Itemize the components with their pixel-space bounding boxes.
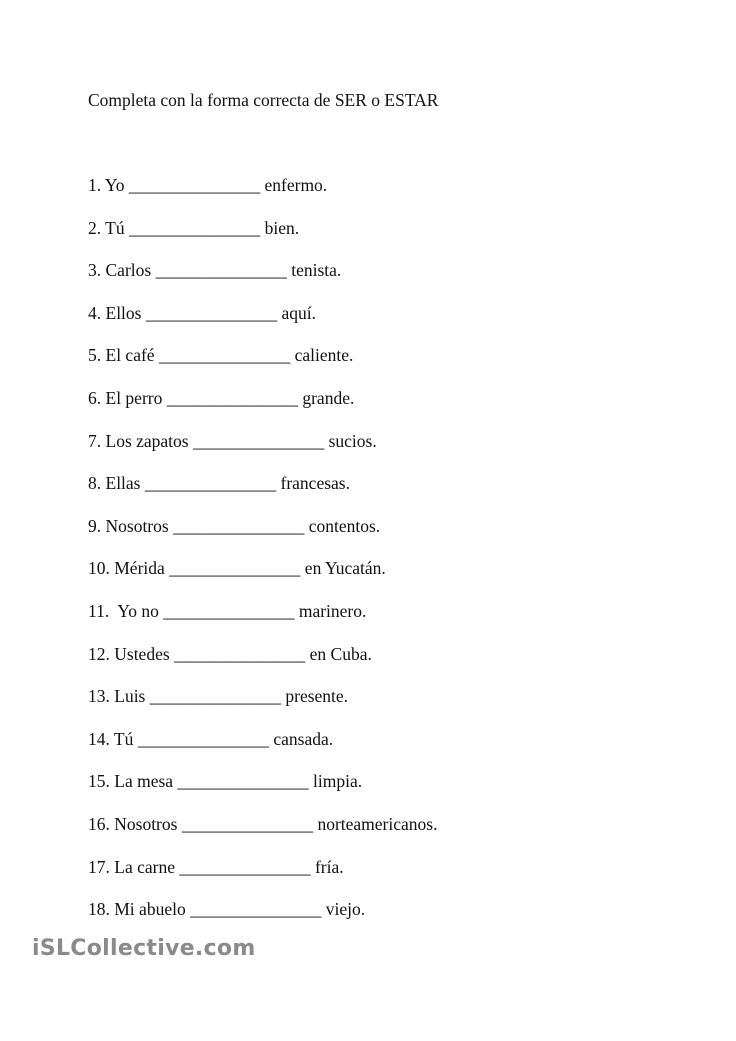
- exercise-item: [88, 387, 437, 430]
- answer-blank[interactable]: _______________: [158, 345, 291, 366]
- exercise-subject: 11. Yo no: [88, 600, 164, 621]
- exercise-subject: 17. La carne: [88, 856, 180, 877]
- exercise-item: [88, 302, 437, 345]
- exercise-item: [88, 557, 437, 600]
- exercise-complement: francesas.: [276, 473, 350, 494]
- exercise-subject: 6. El perro: [88, 387, 167, 408]
- exercise-subject: 13. Luis: [88, 686, 150, 707]
- answer-blank[interactable]: _______________: [149, 686, 281, 707]
- answer-blank[interactable]: _______________: [192, 430, 325, 451]
- exercise-complement: grande.: [297, 387, 355, 408]
- answer-blank[interactable]: _______________: [173, 515, 305, 536]
- exercise-item: [88, 217, 437, 260]
- exercise-complement: cansada.: [269, 728, 334, 749]
- answer-blank[interactable]: _______________: [179, 856, 311, 877]
- exercise-complement: presente.: [281, 686, 349, 707]
- exercise-subject: 2. Tú: [88, 217, 129, 238]
- answer-blank[interactable]: _______________: [169, 558, 301, 579]
- answer-blank[interactable]: _______________: [166, 387, 298, 408]
- exercise-complement: sucios.: [324, 430, 377, 451]
- exercise-subject: 18. Mi abuelo: [88, 899, 191, 920]
- exercise-item: [88, 643, 437, 686]
- exercise-item: [88, 856, 437, 899]
- exercise-complement: marinero.: [294, 600, 367, 621]
- exercise-item: [88, 770, 437, 813]
- exercise-subject: 3. Carlos: [88, 260, 156, 281]
- exercise-item: [88, 430, 437, 473]
- exercise-subject: 5. El café: [88, 345, 159, 366]
- exercise-subject: 15. La mesa: [88, 771, 178, 792]
- exercise-complement: limpia.: [308, 771, 363, 792]
- answer-blank[interactable]: _______________: [163, 600, 295, 621]
- exercise-complement: enfermo.: [260, 175, 328, 195]
- answer-blank[interactable]: _______________: [190, 899, 322, 920]
- exercise-complement: en Cuba.: [305, 643, 372, 664]
- answer-blank[interactable]: _______________: [144, 473, 277, 494]
- answer-blank[interactable]: _______________: [145, 302, 278, 323]
- exercise-list: [88, 174, 437, 941]
- exercise-item: [88, 685, 437, 728]
- answer-blank[interactable]: _______________: [181, 813, 314, 834]
- exercise-item: [88, 515, 437, 558]
- exercise-subject: 10. Mérida: [88, 558, 170, 579]
- exercise-subject: 9. Nosotros: [88, 515, 174, 536]
- exercise-item: [88, 600, 437, 643]
- exercise-complement: norteamericanos.: [313, 813, 438, 834]
- exercise-complement: contentos.: [304, 515, 381, 536]
- exercise-item: [88, 259, 437, 302]
- exercise-complement: tenista.: [286, 260, 342, 281]
- exercise-subject: 16. Nosotros: [88, 813, 182, 834]
- exercise-subject: 12. Ustedes: [88, 643, 175, 664]
- exercise-complement: caliente.: [290, 345, 354, 366]
- exercise-subject: 4. Ellos: [88, 302, 146, 323]
- exercise-item: [88, 472, 437, 515]
- answer-blank[interactable]: _______________: [137, 728, 269, 749]
- exercise-complement: en Yucatán.: [300, 558, 386, 579]
- answer-blank[interactable]: _______________: [128, 175, 261, 195]
- answer-blank[interactable]: _______________: [174, 643, 306, 664]
- answer-blank[interactable]: _______________: [177, 771, 309, 792]
- exercise-item: [88, 344, 437, 387]
- exercise-item: [88, 813, 437, 856]
- answer-blank[interactable]: _______________: [129, 217, 261, 238]
- exercise-subject: 1. Yo: [88, 175, 129, 195]
- exercise-item: [88, 728, 437, 771]
- answer-blank[interactable]: _______________: [155, 260, 287, 281]
- exercise-subject: 14. Tú: [88, 728, 138, 749]
- exercise-complement: viejo.: [321, 899, 366, 920]
- exercise-subject: 8. Ellas: [88, 473, 145, 494]
- exercise-item: [88, 174, 437, 217]
- exercise-subject: 7. Los zapatos: [88, 430, 193, 451]
- exercise-complement: fría.: [310, 856, 344, 877]
- instruction-text: Completa con la forma correcta de SER o ESTAR: [88, 90, 439, 110]
- exercise-complement: bien.: [260, 217, 300, 238]
- watermark-logo: iSLCollective.com: [32, 936, 256, 961]
- exercise-complement: aquí.: [277, 302, 316, 323]
